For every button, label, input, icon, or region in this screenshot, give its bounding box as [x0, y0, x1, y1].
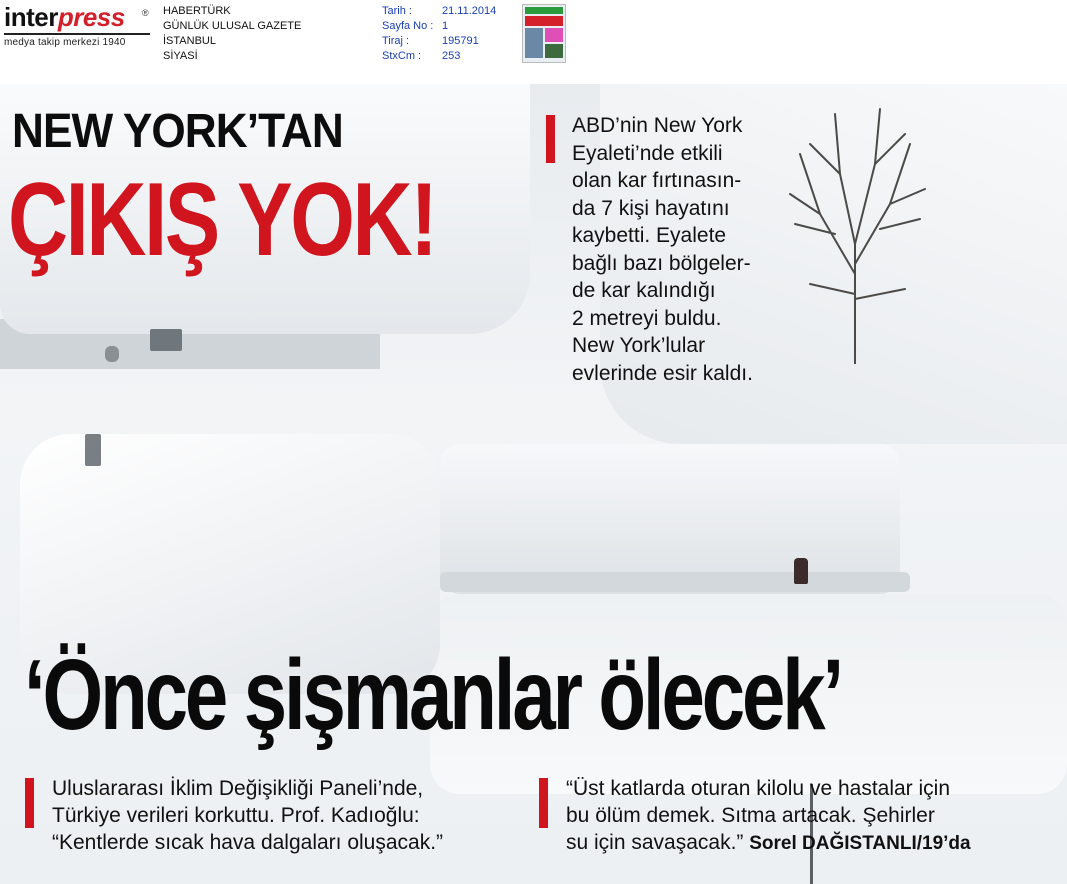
left-accent-bar [25, 778, 34, 828]
publication-category: SİYASİ [163, 50, 198, 62]
bare-tree [780, 94, 930, 364]
deck-accent-bar [546, 115, 555, 163]
clipping-facts [382, 4, 496, 64]
left-story-text: Uluslararası İklim Değişikliği Paneli’nde, Türkiye verileri korkuttu. Prof. Kadıoğlu: “Kentlerde sıcak hava dalgaları oluşacak.” [52, 777, 444, 854]
interpress-logo [4, 2, 154, 52]
publication-info [163, 4, 301, 64]
fact-row-stxcm: StxCm : 253 [382, 50, 461, 62]
publication-city: İSTANBUL [163, 35, 216, 47]
byline: Sorel DAĞISTANLI/19’da [749, 833, 971, 854]
publication-name: HABERTÜRK [163, 5, 231, 17]
fact-row-date: Tarih : 21.11.2014 [382, 5, 497, 17]
secondary-headline: ‘Önce şişmanlar ölecek’ [24, 639, 842, 751]
chimney [85, 434, 101, 466]
registered-mark: ® [142, 8, 149, 18]
fact-row-circulation: Tiraj : 195791 [382, 35, 479, 47]
deck-text: ABD’nin New York Eyaleti’nde etkili olan kar fırtınasın- da 7 kişi hayatını kaybetti. Eyalete bağlı bazı bölgeler- de kar kalındığı 2 metreyi buldu. New York’lular evlerinde esir kaldı. [572, 114, 753, 385]
logo-rule [4, 33, 150, 35]
page-thumbnail[interactable] [522, 4, 566, 63]
publication-type: GÜNLÜK ULUSAL GAZETE [163, 20, 302, 32]
clipping-header [0, 0, 1067, 84]
fact-row-page: Sayfa No : 1 [382, 20, 449, 32]
person-shoveling [794, 558, 808, 584]
headline-title: ÇIKIŞ YOK! [8, 162, 436, 278]
logo-word-inter: inter [4, 2, 58, 32]
right-story-text: “Üst katlarda oturan kilolu ve hastalar için bu ölüm demek. Sıtma artacak. Şehirler su için savaşacak.” Sorel DAĞISTANLI/19’da [566, 777, 971, 854]
right-accent-bar [539, 778, 548, 828]
headline-kicker: NEW YORK’TAN [12, 105, 343, 158]
logo-tagline: medya takip merkezi 1940 [4, 37, 126, 48]
logo-word-press: press [57, 2, 125, 32]
